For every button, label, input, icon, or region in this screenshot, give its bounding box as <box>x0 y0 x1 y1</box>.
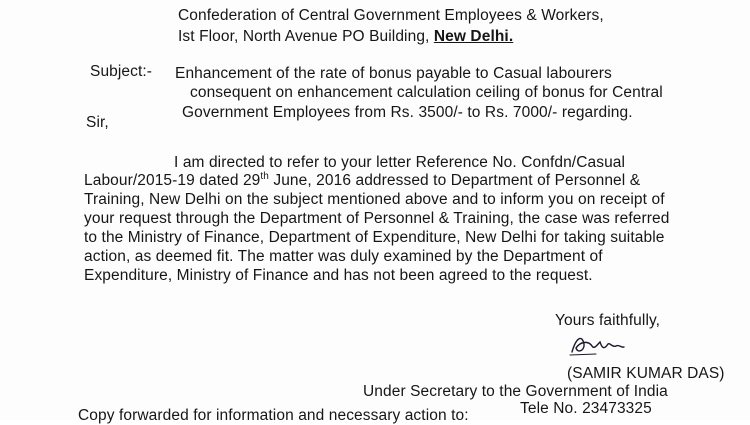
body-line-7: Expenditure, Ministry of Finance and has not been agreed to the request. <box>84 267 593 284</box>
signatory-telephone: Tele No. 23473325 <box>520 400 652 417</box>
body-line-1: I am directed to refer to your letter Reference No. Confdn/Casual <box>174 154 626 171</box>
copy-forwarded-line: Copy forwarded for information and necessary action to: <box>78 407 469 424</box>
signatory-name: (SAMIR KUMAR DAS) <box>567 365 725 382</box>
subject-line-3: Government Employees from Rs. 3500/- to Rs. 7000/- regarding. <box>182 104 633 121</box>
body-line-2 <box>84 172 640 190</box>
closing-yours-faithfully: Yours faithfully, <box>555 312 661 329</box>
address-line-1: Confederation of Central Government Employees & Workers, <box>178 7 604 24</box>
address-city: New Delhi. <box>433 28 514 45</box>
body-line-4: your request through the Department of Personnel & Training, the case was referred <box>84 210 670 227</box>
address-line-2-text: Ist Floor, North Avenue PO Building, <box>178 28 434 45</box>
subject-line-2: consequent on enhancement calculation ceiling of bonus for Central <box>190 84 663 101</box>
address-line-2 <box>178 28 513 46</box>
body-line-5: to the Ministry of Finance, Department of Expenditure, New Delhi for taking suitable <box>84 229 665 246</box>
signatory-designation: Under Secretary to the Government of India <box>363 383 668 400</box>
body-line-2-a: Labour/2015-19 dated 29 <box>84 172 261 189</box>
subject-line-1: Enhancement of the rate of bonus payable to Casual labourers <box>175 65 612 82</box>
body-line-2-sup: th <box>260 170 269 182</box>
body-line-3: Training, New Delhi on the subject mentioned above and to inform you on receipt of <box>84 191 665 208</box>
subject-label: Subject:- <box>90 63 153 80</box>
body-line-2-b: June, 2016 addressed to Department of Personnel & <box>268 172 641 189</box>
body-line-6: action, as deemed fit. The matter was duly examined by the Department of <box>84 248 603 265</box>
salutation: Sir, <box>86 114 109 131</box>
signature-icon <box>566 330 626 360</box>
